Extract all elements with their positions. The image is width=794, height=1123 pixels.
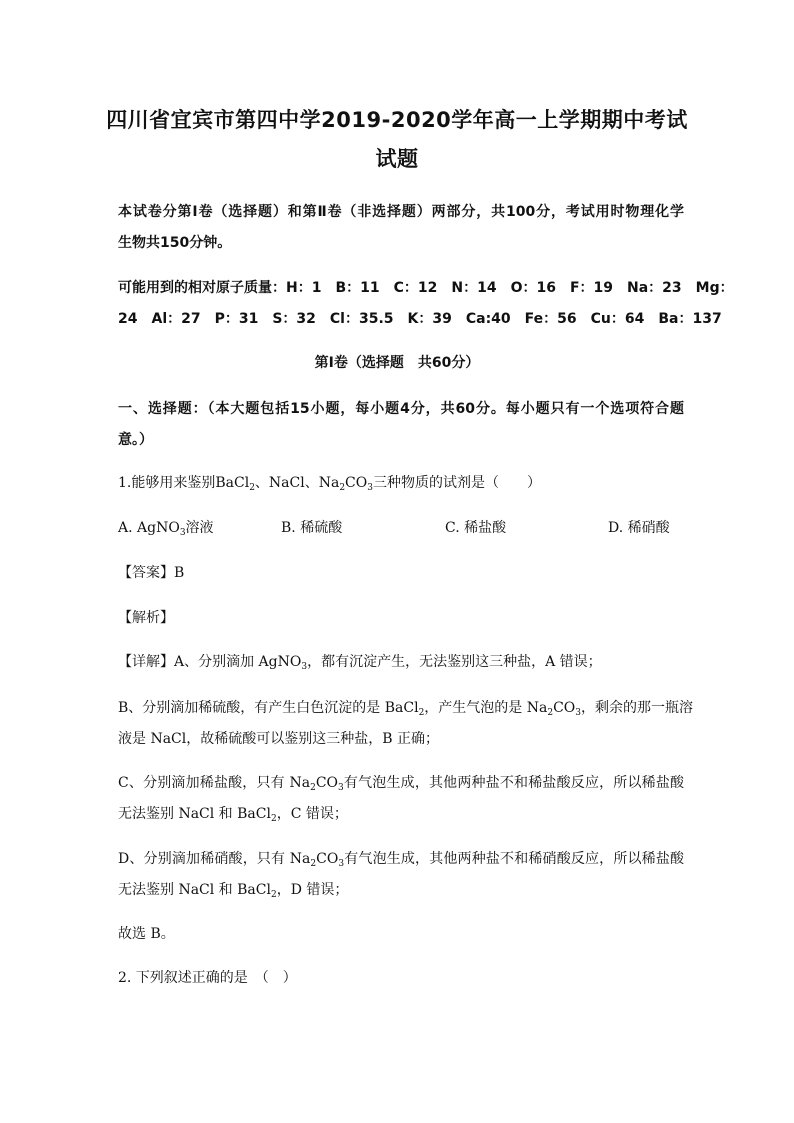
document-title: 四川省宜宾市第四中学2019-2020学年高一上学期期中考试 — [106, 108, 688, 132]
question-1-option-a: A. AgNO$_3$溶液 — [118, 520, 214, 538]
question-1-detail-c: C、分别滴加稀盐酸，只有 $Na_2CO_3$有气泡生成，其他两种盐不和稀盐酸反应，所以稀盐酸 — [118, 775, 685, 793]
question-1-option-c: C. 稀盐酸 — [445, 520, 507, 536]
question-1-analysis-label: 【解析】 — [118, 610, 174, 626]
atomic-mass-list-continued: 24 Al：27 P：31 S：32 Cl：35.5 K：39 Ca:40 Fe：56 Cu：64 Ba：137 — [118, 311, 722, 327]
section-heading: 第Ⅰ卷（选择题 共60分） — [314, 355, 480, 371]
question-1-detail-d: D、分别滴加稀硝酸，只有 $Na_2CO_3$有气泡生成，其他两种盐不和稀硝酸反应，所以稀盐酸 — [118, 851, 684, 869]
question-1-answer: 【答案】B — [118, 565, 185, 581]
question-1-option-d: D. 稀硝酸 — [608, 520, 670, 536]
atomic-mass-list: 可能用到的相对原子质量：H：1 B：11 C：12 N：14 O：16 F：19 Na：23 Mg： — [118, 280, 734, 296]
question-1-option-b: B. 稀硫酸 — [281, 520, 343, 536]
intro-text-continued: 生物共150分钟。 — [118, 235, 232, 251]
question-1-detail-a: 【详解】A、分别滴加 AgNO$_3$，都有沉淀产生，无法鉴别这三种盐，A 错误； — [118, 654, 602, 672]
question-2-stem: 2. 下列叙述正确的是 （ ） — [118, 970, 297, 986]
document-title-continued: 试题 — [375, 147, 419, 171]
section-instructions-continued: 意。） — [118, 432, 153, 448]
question-1-detail-b-continued: 液是 NaCl，故稀硫酸可以鉴别这三种盐，B 正确； — [118, 731, 439, 747]
question-1-detail-b: B、分别滴加稀硫酸，有产生白色沉淀的是 BaCl$_2$，产生气泡的是 $Na_2CO_3$，剩余的那一瓶溶 — [118, 700, 694, 718]
question-1-detail-d-continued: 无法鉴别 NaCl 和 BaCl$_2$，D 错误； — [118, 882, 349, 900]
question-1-conclusion: 故选 B。 — [118, 926, 175, 942]
intro-text: 本试卷分第Ⅰ卷（选择题）和第Ⅱ卷（非选择题）两部分，共100分，考试用时物理化学 — [118, 204, 684, 220]
section-instructions: 一、选择题：（本大题包括15小题，每小题4分，共60分。每小题只有一个选项符合题 — [118, 401, 684, 417]
question-1-detail-c-continued: 无法鉴别 NaCl 和 BaCl$_2$，C 错误； — [118, 806, 348, 824]
question-1-stem: 1.能够用来鉴别BaCl$_2$、NaCl、$Na_2CO_3$三种物质的试剂是（ ） — [118, 475, 541, 493]
